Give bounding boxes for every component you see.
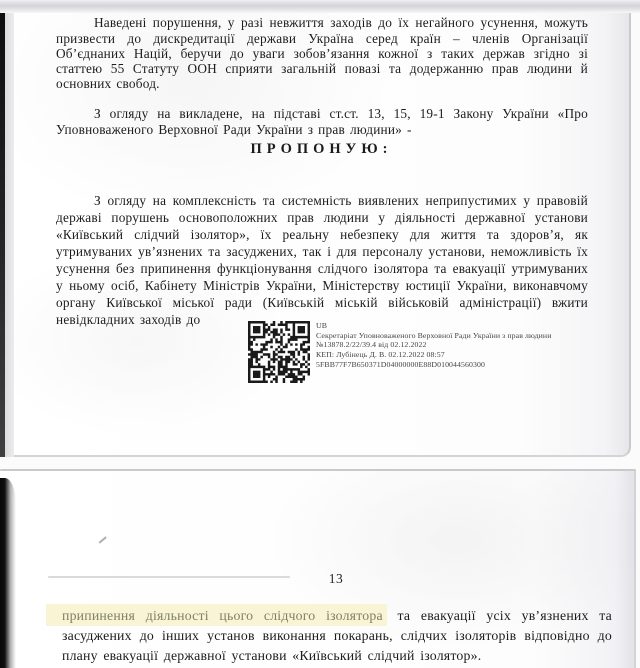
paragraph-continuation: та евакуації усіх ув’язнених та засуджених до інших установ виконання покарань, слідчих ізоляторів відповідно до плану евакуації державної установи «Київський слідчий ізолятор». [62, 607, 612, 663]
page1-spine-edge [5, 0, 14, 457]
highlighted-phrase: припинення діяльності цього слідчого ізолятора [46, 604, 387, 626]
stamp-code-label: UB [316, 321, 328, 330]
page2 [0, 471, 636, 668]
page-gap-shadow [0, 0, 640, 13]
signature-stamp [248, 321, 584, 389]
paragraph-legal-basis: З огляду на викладене, на підставі ст.ст. 13, 15, 19-1 Закону України «Про Уповноваженого Верховної Ради України з прав людини» - [56, 106, 588, 137]
stamp-text [316, 321, 584, 389]
paragraph-violations: Наведені порушення, у разі невжиття заходів до їх негайного усунення, можуть призвести до дискредитації держави Україна серед країн – членів Організації Об’єднаних Націй, беручи до уваги зобов’язання кожної з таких держав згідно зі статтею 55 Статуту ООН сприяти загальній повазі та додержанню прав людини й основних свобод. [56, 15, 588, 92]
page1 [14, 0, 631, 457]
scan-scratch-mark [99, 536, 107, 543]
stamp-org: Секретаріат Уповноваженого Верховної Ради України з прав людини [316, 330, 552, 340]
stamp-hash: 5FBB77F7B650371D04000000E88D010044560300 [316, 359, 486, 369]
paragraph-evacuation [62, 606, 612, 666]
stamp-reg-number: №13878.2/22/39.4 від 02.12.2022 [316, 340, 427, 350]
heading-proponuyu: ПРОПОНУЮ: [250, 141, 393, 157]
qr-code-icon [248, 321, 310, 389]
stamp-signature: КЕП: Лубінець Д. В. 02.12.2022 08:57 [316, 350, 445, 360]
paragraph-proposal: З огляду на комплексність та системність виявлених неприпустимих у правовій державі порушень основоположних прав людини у діяльності державної установи «Київський слідчий ізолятор», їх реальну небезпеку для життя та здоров’я, як утримуваних ув’язнених та засуджених, так і для персоналу установи, неможливість їх усунення без припинення функціонування слідчого ізолятора та евакуації утримуваних у ньому осіб, Кабінету Міністрів України, Міністерству юстиції України, виконавчому органу Київської міської ради (Київській міській військовій адміністрації) вжити невідкладних заходів до [56, 193, 588, 328]
page-number: 13 [328, 571, 344, 586]
